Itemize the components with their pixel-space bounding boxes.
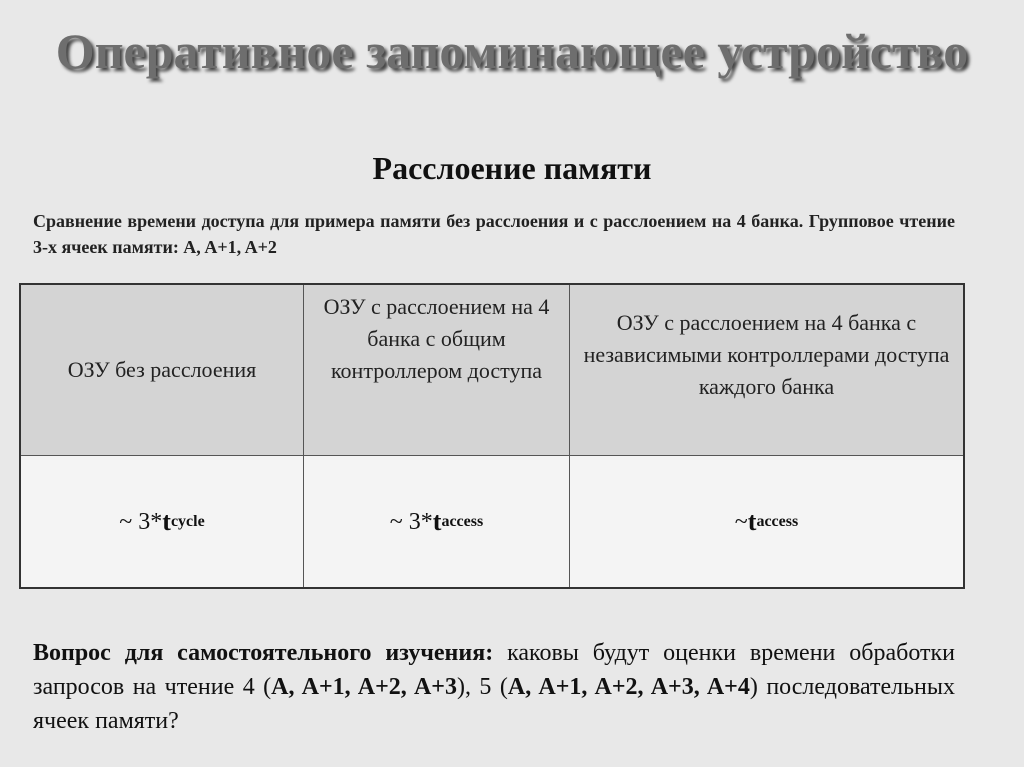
header-no-interleave: ОЗУ без расслоения: [21, 285, 304, 455]
value-t: t: [747, 506, 757, 536]
value-prefix: ~ 3*: [389, 508, 433, 535]
value-prefix: ~: [734, 508, 748, 535]
value-subscript: cycle: [170, 512, 205, 530]
question-set-4: A, A+1, A+2, A+3: [271, 674, 457, 700]
value-t: t: [432, 506, 442, 536]
table-row: [21, 456, 963, 587]
table-header-row: [21, 285, 963, 456]
value-shared-controller: [304, 456, 570, 587]
value-subscript: access: [756, 512, 799, 530]
value-prefix: ~ 3*: [119, 508, 163, 535]
question-part2: ), 5 (: [456, 674, 508, 700]
question-part3: ) последовательных ячеек памяти?: [33, 674, 956, 734]
value-no-interleave: [21, 456, 304, 587]
value-independent-controllers: [570, 456, 963, 587]
question-lead: Вопрос для самостоятельного изучения:: [33, 640, 494, 666]
value-subscript: access: [441, 512, 484, 530]
header-shared-controller: ОЗУ с расслоением на 4 банка с общим контроллером доступа: [304, 285, 570, 455]
intro-text: Сравнение времени доступа для примера памяти без расслоения и с расслоением на 4 банка. Групповое чтение 3-х ячеек памяти: A, A+1, A+2: [33, 211, 955, 257]
header-independent-controllers: ОЗУ с расслоением на 4 банка с независимыми контроллерами доступа каждого банка: [583, 310, 950, 399]
slide-title: Оперативное запоминающее устройство: [55, 23, 969, 79]
slide-subtitle: Расслоение памяти: [372, 150, 652, 186]
question-part1: каковы будут оценки времени обработки запросов на чтение 4 (: [33, 640, 956, 700]
question-text: [33, 636, 955, 738]
comparison-table: [19, 283, 965, 589]
value-t: t: [162, 506, 171, 536]
question-set-5: A, A+1, A+2, A+3, A+4: [507, 674, 750, 700]
